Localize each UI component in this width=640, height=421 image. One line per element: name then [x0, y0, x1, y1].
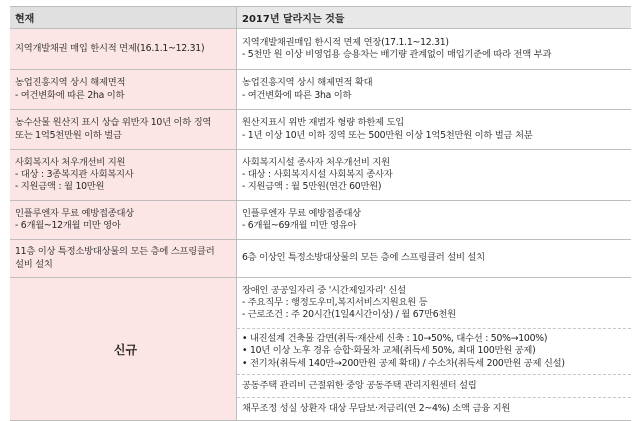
new-label-cell: [10, 278, 237, 420]
cell-text: - 6개월~12개월 미만 영아: [15, 220, 121, 231]
new-item-disabled-jobs: [237, 278, 631, 328]
cell-text: - 주요직무 : 행정도우미,복지서비스지원요원 등: [242, 296, 428, 308]
cell-text: - 근로조건 : 주 20시간(1일4시간이상) / 월 67만6천원: [242, 309, 456, 321]
current-cell: [10, 240, 237, 277]
table-row-influenza: [10, 200, 631, 239]
cell-text: 지역개발채권매입 한시적 면제 연장(17.1.1~12.31): [242, 36, 449, 48]
cell-text: 또는 1억5천만원 이하 벌금: [15, 129, 122, 141]
table-row-new-policies: [10, 277, 631, 421]
cell-text: - 대상 : 3종복지관 사회복지사: [15, 168, 134, 180]
table-header-row: [10, 6, 631, 28]
table-row-origin-label: [10, 109, 631, 149]
table-row-farmland: [10, 69, 631, 109]
cell-text: 원산지표시 위반 재범자 형량 하한제 도입: [242, 117, 404, 129]
new-item-housing-center: [237, 374, 631, 397]
cell-text: - 6개월~69개월 미만 영유아: [242, 220, 357, 231]
current-cell: [10, 201, 237, 239]
change-cell: [237, 150, 631, 200]
cell-text: - 지원금액 : 월 10만원: [15, 181, 105, 193]
current-cell: [10, 150, 237, 200]
table-row-sprinkler: [10, 239, 631, 277]
cell-text: - 지원금액 : 월 5만원(연간 60만원): [242, 181, 382, 193]
cell-text: 농수산물 원산지 표시 상습 위반자 10년 이하 징역: [15, 117, 212, 129]
new-label: 신규: [113, 342, 138, 357]
cell-text: • 10년 이상 노후 경유 승합·화물차 교체(취득세 50%, 최대 100만원 공제): [242, 345, 536, 357]
header-2017-changes: 2017년 달라지는 것들: [237, 7, 631, 28]
current-cell: [10, 29, 237, 69]
cell-text: - 1년 이상 10년 이하 징역 또는 500만원 이상 1억5천만원 이하 벌금 처분: [242, 129, 533, 141]
policy-comparison-table: [10, 6, 631, 421]
cell-text: 6층 이상인 특정소방대상물의 모든 층에 스프링클러 설비 설치: [242, 252, 485, 264]
cell-text: 채무조정 성실 상환자 대상 무담보·저금리(연 2~4%) 소액 금융 지원: [242, 402, 511, 414]
cell-text: 인플루엔자 무료 예방접종대상: [15, 207, 134, 219]
cell-text: 농업진흥지역 상시 해제면적: [15, 77, 126, 89]
current-cell: [10, 70, 237, 109]
change-cell: [237, 70, 631, 109]
cell-text: - 5천만 원 이상 비영업용 승용차는 배기량 관계없이 매입기준에 따라 전액 부과: [242, 49, 552, 60]
change-cell: [237, 240, 631, 277]
cell-text: 사회복지사 처우개선비 지원: [15, 156, 126, 168]
change-cell: [237, 29, 631, 69]
cell-text: 인플루엔자 무료 예방접종대상: [242, 207, 361, 219]
cell-text: 공동주택 관리비 근절위한 중앙 공동주택 관리지원센터 설립: [242, 379, 477, 391]
cell-text: 11층 이상 특정소방대상물의 모든 층에 스프링클러: [15, 246, 215, 258]
change-cell: [237, 201, 631, 239]
table-row-social-worker: [10, 149, 631, 200]
cell-text: 사회복지시설 종사자 처우개선비 지원: [242, 156, 390, 168]
change-cell: [237, 110, 631, 149]
new-item-tax-relief: [237, 328, 631, 374]
cell-text: 지역개발채권 매입 한시적 면제(16.1.1~12.31): [15, 42, 205, 54]
new-item-microfinance: [237, 397, 631, 420]
cell-text: - 여건변화에 따른 2ha 이하: [15, 89, 125, 101]
cell-text: 장애인 공공일자리 중 '시간제일자리' 신설: [242, 284, 406, 296]
table-row-regional-bond: [10, 28, 631, 69]
cell-text: - 대상 : 사회복지시설 사회복지 종사자: [242, 168, 393, 180]
current-cell: [10, 110, 237, 149]
cell-text: • 전기차(취득세 140만→200만원 공제 확대) / 수소차(취득세 200만원 공제 신설): [242, 357, 565, 369]
cell-text: - 여건변화에 따른 3ha 이하: [242, 89, 352, 101]
cell-text: 농업진흥지역 상시 해제면적 확대: [242, 77, 373, 89]
new-items-cell: [237, 278, 631, 420]
cell-text: 설비 설치: [15, 258, 53, 270]
header-current: 현재: [10, 7, 237, 28]
cell-text: • 내진설계 건축물 감면(취득·재산세 신축 : 10→50%, 대수선 : 50%→100%): [242, 333, 548, 345]
